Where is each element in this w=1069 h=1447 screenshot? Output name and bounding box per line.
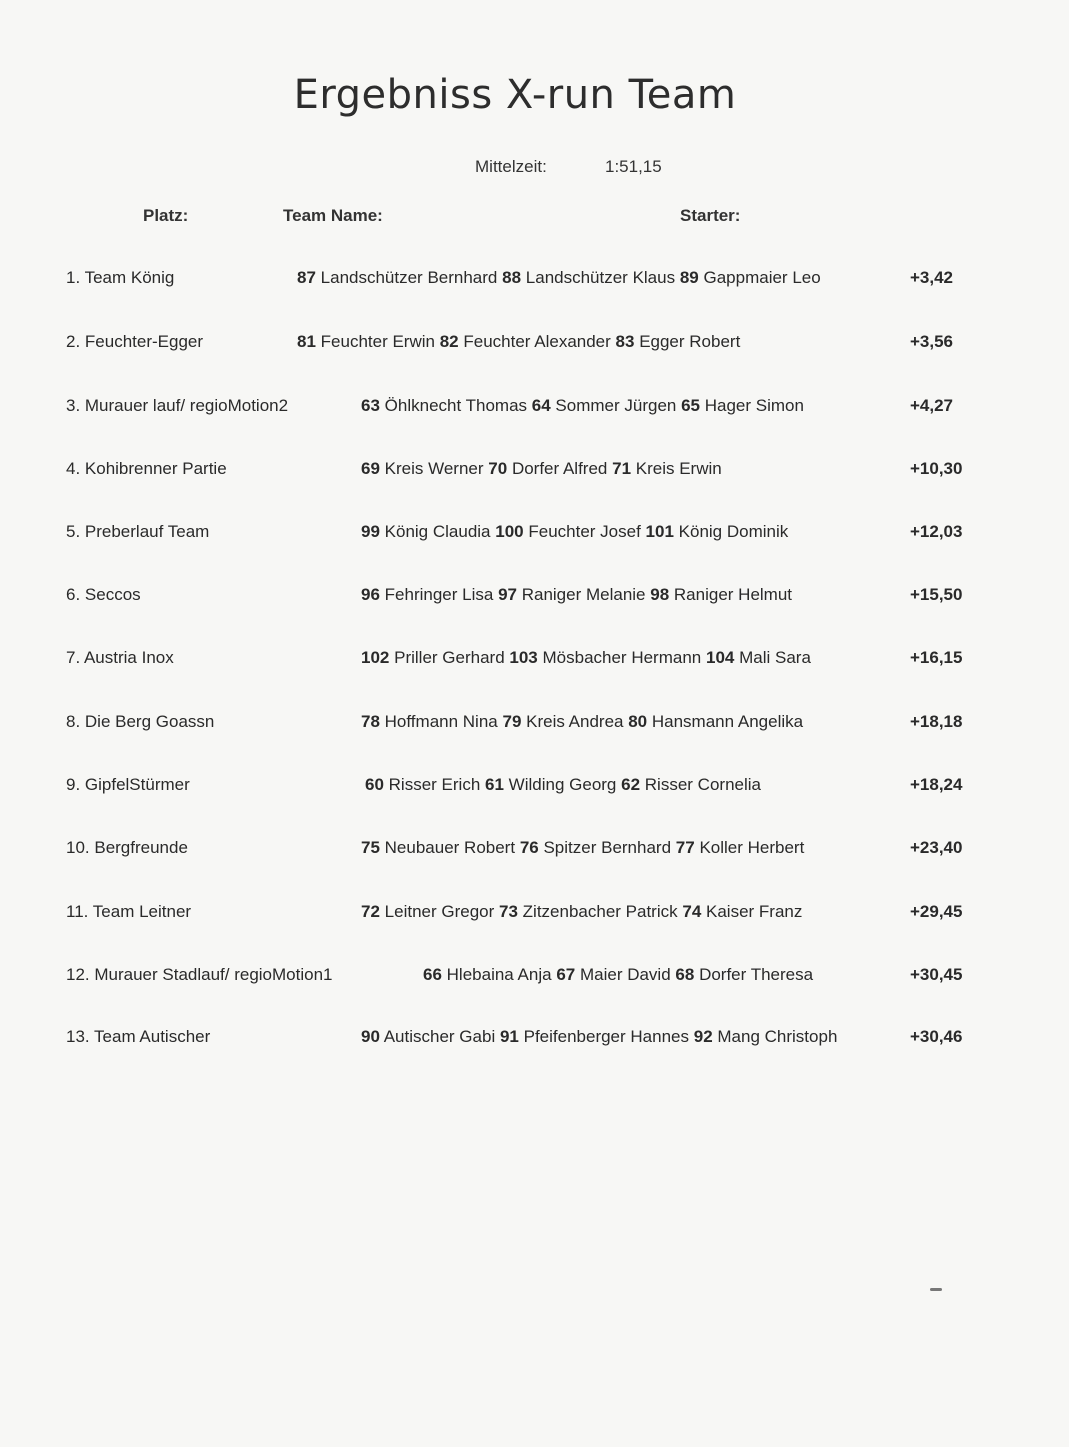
- starter-number: 63: [361, 396, 380, 415]
- time-diff: +30,46: [910, 1027, 963, 1046]
- starter-name: Kaiser Franz: [706, 902, 803, 921]
- table-row: [0, 522, 1069, 552]
- team-place: 1. Team König: [66, 268, 175, 287]
- starter-list: [361, 648, 811, 668]
- starter-number: 77: [675, 838, 695, 857]
- starter-list: [361, 585, 792, 605]
- starter-number: 104: [705, 648, 735, 667]
- starter-name: Hlebaina Anja: [446, 965, 552, 984]
- starter-name: Mang Christoph: [717, 1027, 838, 1046]
- starter-name: Feuchter Alexander: [463, 332, 611, 351]
- team-place: 6. Seccos: [66, 585, 141, 604]
- time-diff: +23,40: [910, 838, 963, 857]
- starter-name: Neubauer Robert: [384, 838, 516, 857]
- time-diff: +10,30: [910, 459, 963, 478]
- starter-name: Dorfer Theresa: [699, 965, 814, 984]
- table-row: [0, 332, 1069, 362]
- header-platz: Platz:: [143, 206, 189, 225]
- starter-number: 96: [361, 585, 380, 604]
- team-place: 13. Team Autischer: [66, 1027, 211, 1046]
- starter-list: [297, 268, 821, 288]
- time-diff: +15,50: [910, 585, 963, 604]
- starter-name: König Claudia: [384, 522, 491, 541]
- table-row: [0, 268, 1069, 298]
- starter-name: Raniger Helmut: [673, 585, 793, 604]
- starter-name: Öhlknecht Thomas: [384, 396, 528, 415]
- starter-name: Dorfer Alfred: [511, 459, 608, 478]
- starter-number: 89: [679, 268, 699, 287]
- time-diff: +29,45: [910, 902, 963, 921]
- starter-name: Maier David: [579, 965, 671, 984]
- team-place: 8. Die Berg Goassn: [66, 712, 215, 731]
- starter-number: 71: [612, 459, 632, 478]
- starter-number: 102: [361, 648, 390, 667]
- starter-number: 88: [502, 268, 522, 287]
- team-place: 4. Kohibrenner Partie: [66, 459, 227, 478]
- table-row: [0, 775, 1069, 805]
- starter-name: Kreis Andrea: [526, 712, 624, 731]
- team-place: 9. GipfelStürmer: [66, 775, 190, 794]
- starter-number: 81: [297, 332, 316, 351]
- starter-name: Sommer Jürgen: [555, 396, 677, 415]
- team-place: 10. Bergfreunde: [66, 838, 188, 857]
- starter-name: Feuchter Josef: [528, 522, 641, 541]
- table-row: [0, 648, 1069, 678]
- starter-number: 97: [498, 585, 517, 604]
- starter-number: 78: [361, 712, 380, 731]
- starter-list: [361, 712, 803, 732]
- starter-number: 75: [361, 838, 380, 857]
- starter-number: 62: [621, 775, 641, 794]
- time-diff: +18,24: [910, 775, 963, 794]
- starter-name: Pfeifenberger Hannes: [523, 1027, 689, 1046]
- table-row: [0, 838, 1069, 868]
- starter-name: Kreis Werner: [384, 459, 484, 478]
- starter-name: Zitzenbacher Patrick: [522, 902, 678, 921]
- time-diff: +18,18: [910, 712, 963, 731]
- starter-number: 72: [361, 902, 380, 921]
- starter-number: 69: [361, 459, 380, 478]
- starter-number: 90: [361, 1027, 380, 1046]
- starter-number: 101: [645, 522, 674, 541]
- starter-name: Autischer Gabi: [383, 1027, 496, 1046]
- starter-name: Mösbacher Hermann: [542, 648, 702, 667]
- team-place: 2. Feuchter-Egger: [66, 332, 204, 351]
- starter-name: Landschützer Bernhard: [320, 268, 498, 287]
- time-diff: +3,42: [910, 268, 954, 287]
- starter-number: 73: [499, 902, 518, 921]
- starter-number: 100: [495, 522, 524, 541]
- starter-name: König Dominik: [678, 522, 789, 541]
- team-place: 5. Preberlauf Team: [66, 522, 210, 541]
- starter-name: Mali Sara: [739, 648, 811, 667]
- table-row: [0, 396, 1069, 426]
- starter-number: 87: [297, 268, 316, 287]
- starter-number: 74: [682, 902, 702, 921]
- team-place: 12. Murauer Stadlauf/ regioMotion1: [66, 965, 333, 984]
- starter-number: 67: [556, 965, 576, 984]
- starter-number: 65: [681, 396, 701, 415]
- starter-list: [361, 1027, 837, 1047]
- table-row: [0, 965, 1069, 995]
- starter-name: Raniger Melanie: [521, 585, 646, 604]
- table-row: [0, 1027, 1069, 1057]
- table-row: [0, 902, 1069, 932]
- starter-number: 92: [693, 1027, 713, 1046]
- starter-number: 80: [628, 712, 648, 731]
- starter-number: 61: [485, 775, 504, 794]
- team-place: 3. Murauer lauf/ regioMotion2: [66, 396, 289, 415]
- mittelzeit-label: Mittelzeit:: [475, 157, 547, 176]
- starter-name: Wilding Georg: [508, 775, 617, 794]
- starter-number: 91: [499, 1027, 519, 1046]
- starter-list: [361, 902, 802, 922]
- table-row: [0, 712, 1069, 742]
- starter-name: Spitzer Bernhard: [543, 838, 672, 857]
- header-team-name: Team Name:: [283, 206, 383, 225]
- starter-number: 99: [361, 522, 380, 541]
- table-row: [0, 459, 1069, 489]
- header-starter: Starter:: [680, 206, 741, 225]
- mittelzeit-value: 1:51,15: [605, 157, 662, 176]
- scan-mark: [930, 1288, 942, 1291]
- starter-list: [361, 459, 722, 479]
- starter-number: 64: [531, 396, 551, 415]
- starter-number: 82: [439, 332, 459, 351]
- starter-list: [361, 838, 804, 858]
- time-diff: +16,15: [910, 648, 963, 667]
- starter-list: [365, 775, 761, 795]
- starter-name: Priller Gerhard: [394, 648, 505, 667]
- starter-name: Fehringer Lisa: [384, 585, 494, 604]
- time-diff: +12,03: [910, 522, 963, 541]
- starter-number: 66: [423, 965, 442, 984]
- starter-number: 76: [519, 838, 539, 857]
- starter-name: Leitner Gregor: [384, 902, 495, 921]
- starter-name: Feuchter Erwin: [320, 332, 435, 351]
- time-diff: +30,45: [910, 965, 963, 984]
- starter-name: Hager Simon: [704, 396, 804, 415]
- starter-name: Risser Erich: [388, 775, 481, 794]
- starter-number: 83: [615, 332, 635, 351]
- starter-name: Hoffmann Nina: [384, 712, 498, 731]
- starter-number: 103: [509, 648, 538, 667]
- starter-number: 68: [675, 965, 695, 984]
- starter-name: Landschützer Klaus: [525, 268, 676, 287]
- starter-name: Kreis Erwin: [635, 459, 722, 478]
- starter-name: Egger Robert: [639, 332, 741, 351]
- starter-list: [297, 332, 740, 352]
- starter-number: 79: [502, 712, 522, 731]
- page-title: Ergebniss X-run Team: [293, 72, 737, 118]
- time-diff: +3,56: [910, 332, 954, 351]
- time-diff: +4,27: [910, 396, 954, 415]
- starter-list: [361, 396, 804, 416]
- starter-list: [361, 522, 788, 542]
- starter-name: Hansmann Angelika: [651, 712, 804, 731]
- starter-list: [423, 965, 813, 985]
- table-row: [0, 585, 1069, 615]
- starter-name: Koller Herbert: [699, 838, 805, 857]
- starter-name: Gappmaier Leo: [703, 268, 821, 287]
- starter-number: 98: [650, 585, 670, 604]
- starter-name: Risser Cornelia: [644, 775, 761, 794]
- starter-number: 70: [488, 459, 508, 478]
- starter-number: 60: [365, 775, 384, 794]
- team-place: 11. Team Leitner: [66, 902, 192, 921]
- team-place: 7. Austria Inox: [66, 648, 174, 667]
